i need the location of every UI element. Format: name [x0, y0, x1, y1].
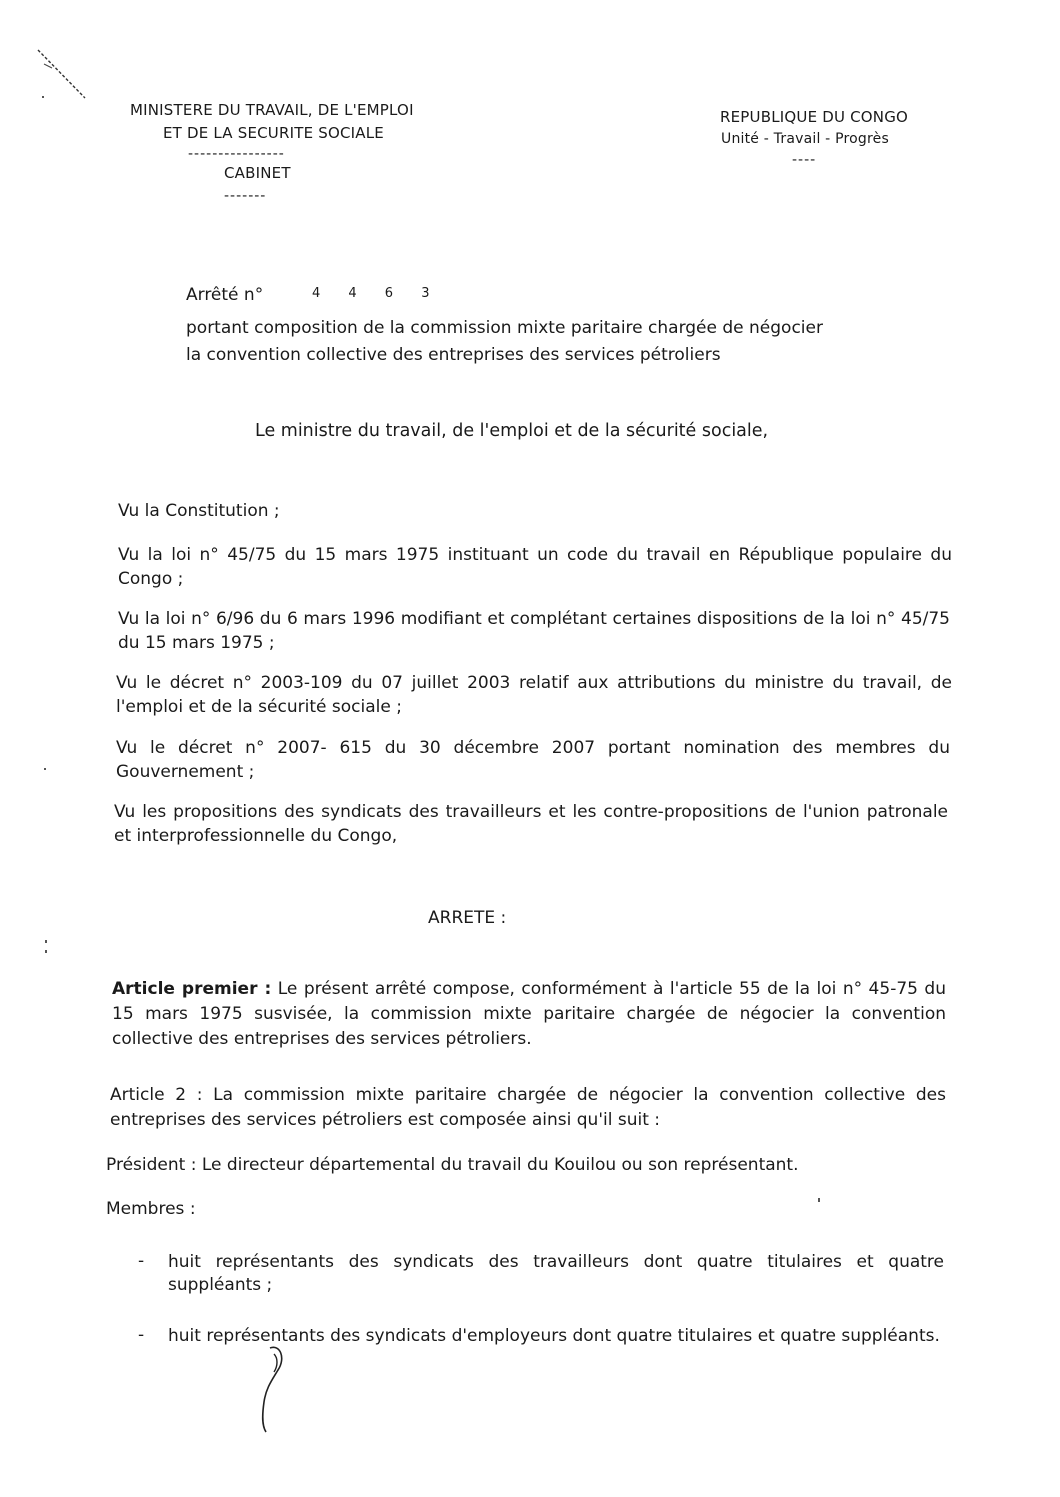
article-premier [112, 977, 946, 1052]
decree-subject-line2: la convention collective des entreprises des services pétroliers [186, 345, 721, 365]
margin-dot [42, 96, 44, 98]
cabinet-separator: ------- [224, 188, 267, 204]
margin-dot [45, 950, 47, 953]
member-bullet: - [138, 1251, 145, 1271]
article-premier-text: Le présent arrêté compose, conformément à l'article 55 de la loi n° 45-75 du 15 mars 1975 susvisée, la commission mixte paritaire chargée de négocier la convention collective des entreprises des services pétroliers. [112, 979, 946, 1049]
members-label: Membres : [106, 1199, 196, 1219]
minister-line: Le ministre du travail, de l'emploi et de la sécurité sociale, [255, 421, 769, 441]
article-2-text: La commission mixte paritaire chargée de négocier la convention collective des entreprises des services pétroliers est composée ainsi qu'il suit : [110, 1085, 946, 1130]
article-premier-label: Article premier : [112, 979, 272, 999]
scan-mark [30, 40, 100, 110]
republic-motto: Unité - Travail - Progrès [721, 131, 889, 147]
consideration-proposals: Vu les propositions des syndicats des travailleurs et les contre-propositions de l'union patronale et interprofessionnelle du Congo, [114, 802, 948, 846]
article-2 [110, 1083, 946, 1133]
ministry-line1: MINISTERE DU TRAVAIL, DE L'EMPLOI [130, 101, 414, 119]
ministry-line2: ET DE LA SECURITE SOCIALE [163, 124, 384, 142]
republic-separator: ---- [792, 152, 817, 168]
decree-label: Arrêté n° [186, 285, 264, 305]
cabinet-label: CABINET [224, 164, 291, 182]
article-2-label: Article 2 : [110, 1085, 203, 1105]
president-text: Le directeur départemental du travail du Kouilou ou son représentant. [201, 1155, 799, 1175]
consideration-law-6-96: Vu la loi n° 6/96 du 6 mars 1996 modifiant et complétant certaines dispositions de la loi n° 45/75 du 15 mars 1975 ; [118, 609, 950, 653]
handwritten-initial [252, 1340, 292, 1440]
consideration-decree-2003: Vu le décret n° 2003-109 du 07 juillet 2003 relatif aux attributions du ministre du travail, de l'emploi et de la sécurité sociale ; [116, 673, 952, 717]
margin-dot [44, 768, 46, 770]
decree-subject-line1: portant composition de la commission mixte paritaire chargée de négocier [186, 318, 823, 338]
ministry-separator: ---------------- [188, 146, 285, 162]
decree-number: 4 4 6 3 [312, 286, 442, 301]
president-line [106, 1153, 946, 1178]
consideration-constitution: Vu la Constitution ; [118, 501, 280, 521]
president-label: Président : [106, 1155, 197, 1175]
member-workers: huit représentants des syndicats des travailleurs dont quatre titulaires et quatre suppléants ; [168, 1252, 944, 1295]
member-bullet: - [138, 1325, 145, 1345]
scan-speck [818, 1198, 820, 1202]
arrete-heading: ARRETE : [428, 908, 507, 928]
margin-dot [45, 940, 47, 943]
consideration-decree-2007: Vu le décret n° 2007- 615 du 30 décembre 2007 portant nomination des membres du Gouvernement ; [116, 738, 950, 782]
republic-name: REPUBLIQUE DU CONGO [720, 108, 909, 126]
member-employers: huit représentants des syndicats d'employeurs dont quatre titulaires et quatre suppléants. [168, 1326, 940, 1346]
consideration-labour-code: Vu la loi n° 45/75 du 15 mars 1975 instituant un code du travail en République populaire du Congo ; [118, 545, 952, 589]
